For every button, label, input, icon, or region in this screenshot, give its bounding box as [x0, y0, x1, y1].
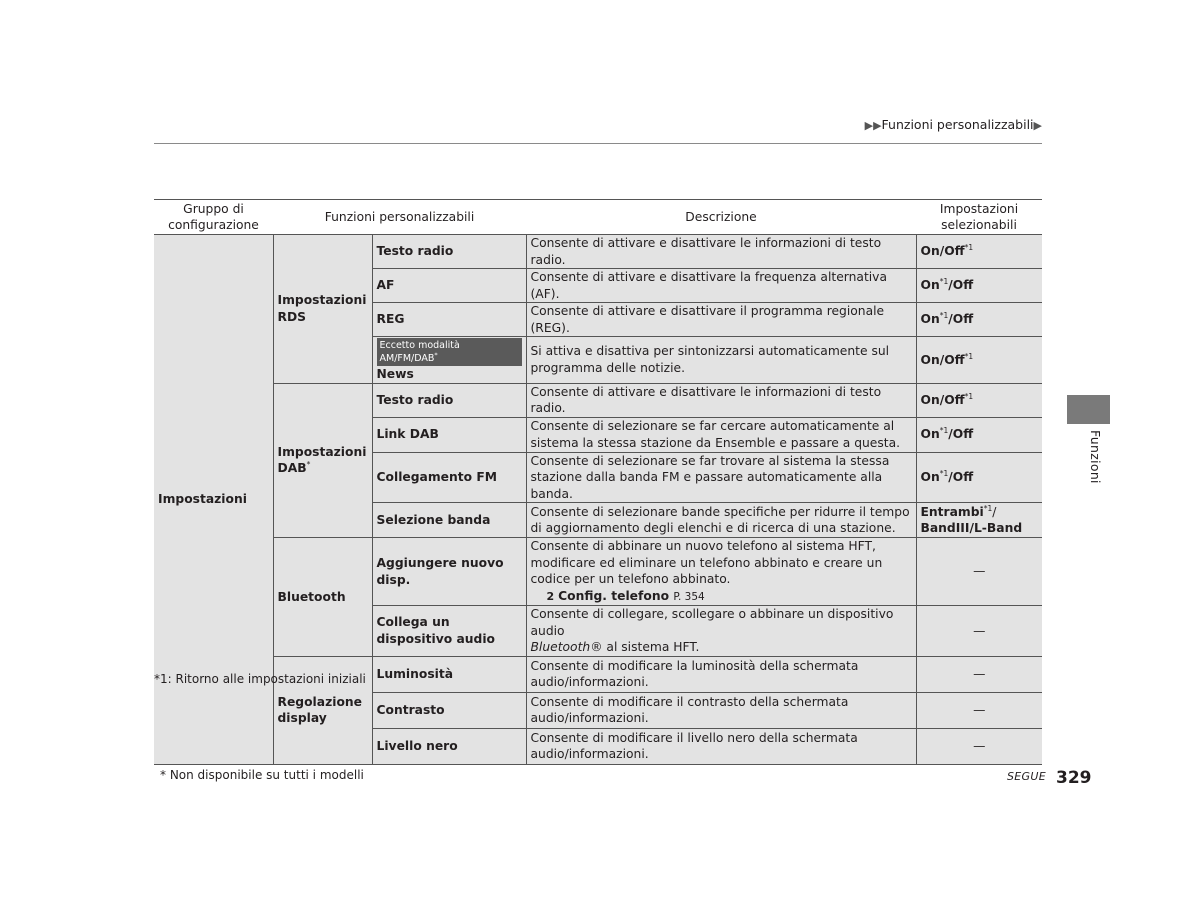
section-rds: Impostazioni RDS [273, 235, 372, 384]
feature-name: Selezione banda [372, 503, 526, 538]
feature-name: Livello nero [372, 728, 526, 764]
breadcrumb-end-arrow-icon: ▶ [1033, 119, 1042, 132]
feature-name: AF [372, 269, 526, 303]
setting-values: Entrambi$^{*1}$/ BandIII/L-Band [916, 503, 1042, 538]
setting-values: — [916, 728, 1042, 764]
setting-values: On/Off$^{*1}$ [916, 383, 1042, 417]
table-row [154, 383, 1042, 417]
setting-values: On$^{*1}$/Off [916, 417, 1042, 452]
cross-reference-link[interactable]: 2 Config. telefono P. 354 [531, 588, 912, 606]
feature-name-cell [372, 337, 526, 384]
feature-description: Consente di selezionare bande specifiche per ridurre il tempo di aggiornamento degli elenchi e di ricerca di una stazione. [526, 503, 916, 538]
setting-values: On$^{*1}$/Off [916, 303, 1042, 337]
section-bluetooth: Bluetooth [273, 538, 372, 657]
page-number: 329 [1056, 768, 1092, 788]
table-header-row [154, 200, 1042, 235]
setting-values: — [916, 656, 1042, 692]
section-dab: Impostazioni DAB* [273, 383, 372, 538]
breadcrumb [865, 117, 1042, 132]
feature-description: Consente di attivare e disattivare la frequenza alternativa (AF). [526, 269, 916, 303]
breadcrumb-arrows-icon: ▶▶ [864, 119, 882, 132]
feature-name: REG [372, 303, 526, 337]
setting-values: On$^{*1}$/Off [916, 452, 1042, 503]
feature-name: Collegamento FM [372, 452, 526, 503]
feature-description: Consente di collegare, scollegare o abbinare un dispositivo audio Bluetooth® al sistema HFT. [526, 606, 916, 657]
feature-description: Consente di attivare e disattivare le informazioni di testo radio. [526, 235, 916, 269]
setting-values: On/Off$^{*1}$ [916, 235, 1042, 269]
continued-label: SEGUE [1007, 770, 1046, 783]
header-group: Gruppo di configurazione [154, 200, 273, 235]
table-row [154, 538, 1042, 606]
feature-description: Consente di selezionare se far trovare al sistema la stessa stazione dalla banda FM e passare automaticamente alla banda. [526, 452, 916, 503]
feature-description: Consente di abbinare un nuovo telefono al sistema HFT, modificare ed eliminare un telefono abbinato e creare un codice per un telefono abbinato. [530, 539, 883, 586]
feature-name: Testo radio [372, 383, 526, 417]
feature-name: News [376, 367, 414, 381]
feature-description: Consente di attivare e disattivare il programma regionale (REG). [526, 303, 916, 337]
chapter-tab[interactable] [1067, 395, 1110, 424]
header-description: Descrizione [526, 200, 916, 235]
feature-name: Testo radio [372, 235, 526, 269]
chapter-tab-label: Funzioni [1088, 430, 1103, 484]
feature-description: Consente di attivare e disattivare le informazioni di testo radio. [526, 383, 916, 417]
breadcrumb-text: Funzioni personalizzabili [881, 117, 1034, 132]
group-cell: Impostazioni [154, 235, 273, 765]
setting-values: — [916, 538, 1042, 606]
setting-values: — [916, 606, 1042, 657]
feature-name: Aggiungere nuovo disp. [372, 538, 526, 606]
feature-name: Contrasto [372, 692, 526, 728]
table-row [154, 235, 1042, 269]
feature-name: Link DAB [372, 417, 526, 452]
reference-arrow-icon: 2 [546, 589, 555, 603]
feature-description: Consente di modificare il contrasto della schermata audio/informazioni. [526, 692, 916, 728]
setting-values: On/Off$^{*1}$ [916, 337, 1042, 384]
availability-badge: Eccetto modalità AM/FM/DAB* [377, 338, 522, 366]
feature-name: Collega un dispositivo audio [372, 606, 526, 657]
feature-description: Si attiva e disattiva per sintonizzarsi automaticamente sul programma delle notizie. [526, 337, 916, 384]
availability-note: * Non disponibile su tutti i modelli [160, 768, 364, 782]
section-display: Regolazione display [273, 656, 372, 764]
feature-name: Luminosità [372, 656, 526, 692]
footnote: *1: Ritorno alle impostazioni iniziali [154, 672, 366, 686]
feature-description: Consente di modificare la luminosità della schermata audio/informazioni. [526, 656, 916, 692]
header-settings: Impostazioni selezionabili [916, 200, 1042, 235]
header-feature: Funzioni personalizzabili [273, 200, 526, 235]
feature-description-cell [526, 538, 916, 606]
feature-description: Consente di modificare il livello nero della schermata audio/informazioni. [526, 728, 916, 764]
setting-values: On$^{*1}$/Off [916, 269, 1042, 303]
setting-values: — [916, 692, 1042, 728]
header-divider [154, 143, 1042, 144]
feature-description: Consente di selezionare se far cercare automaticamente al sistema la stessa stazione da Ensemble e passare a questa. [526, 417, 916, 452]
